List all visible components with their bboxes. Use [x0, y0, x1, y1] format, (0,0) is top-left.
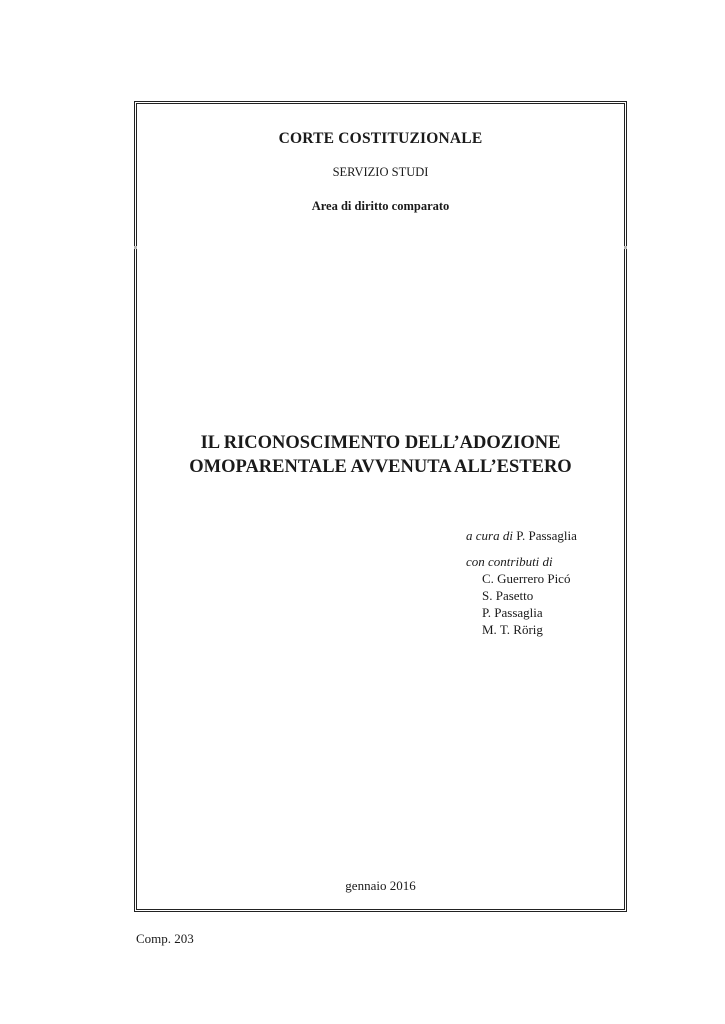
- curated-by-line: [466, 527, 577, 544]
- title-line-1: IL RICONOSCIMENTO DELL’ADOZIONE: [200, 433, 561, 453]
- curator-name: P. Passaglia: [516, 528, 577, 543]
- frame-mark-right: [624, 246, 627, 249]
- curated-label: a cura di: [466, 528, 513, 543]
- contributor-item: M. T. Rörig: [482, 622, 543, 637]
- credits-block: [466, 527, 577, 638]
- contributor-item: S. Pasetto: [482, 588, 534, 603]
- contributor-item: P. Passaglia: [482, 605, 543, 620]
- service-name: SERVIZIO STUDI: [332, 165, 429, 179]
- contributors-list: [466, 570, 577, 638]
- cover-frame: [134, 101, 627, 912]
- publication-date: gennaio 2016: [345, 878, 416, 893]
- area-name: Area di diritto comparato: [311, 199, 450, 213]
- contributions-label: con contributi di: [466, 554, 553, 569]
- document-title: [137, 431, 624, 479]
- footer-code: Comp. 203: [136, 931, 194, 946]
- title-line-2: OMOPARENTALE AVVENUTA ALL’ESTERO: [189, 457, 572, 477]
- institution-name: CORTE COSTITUZIONALE: [278, 130, 483, 147]
- frame-mark-left: [134, 246, 137, 249]
- contributor-item: C. Guerrero Picó: [482, 571, 571, 586]
